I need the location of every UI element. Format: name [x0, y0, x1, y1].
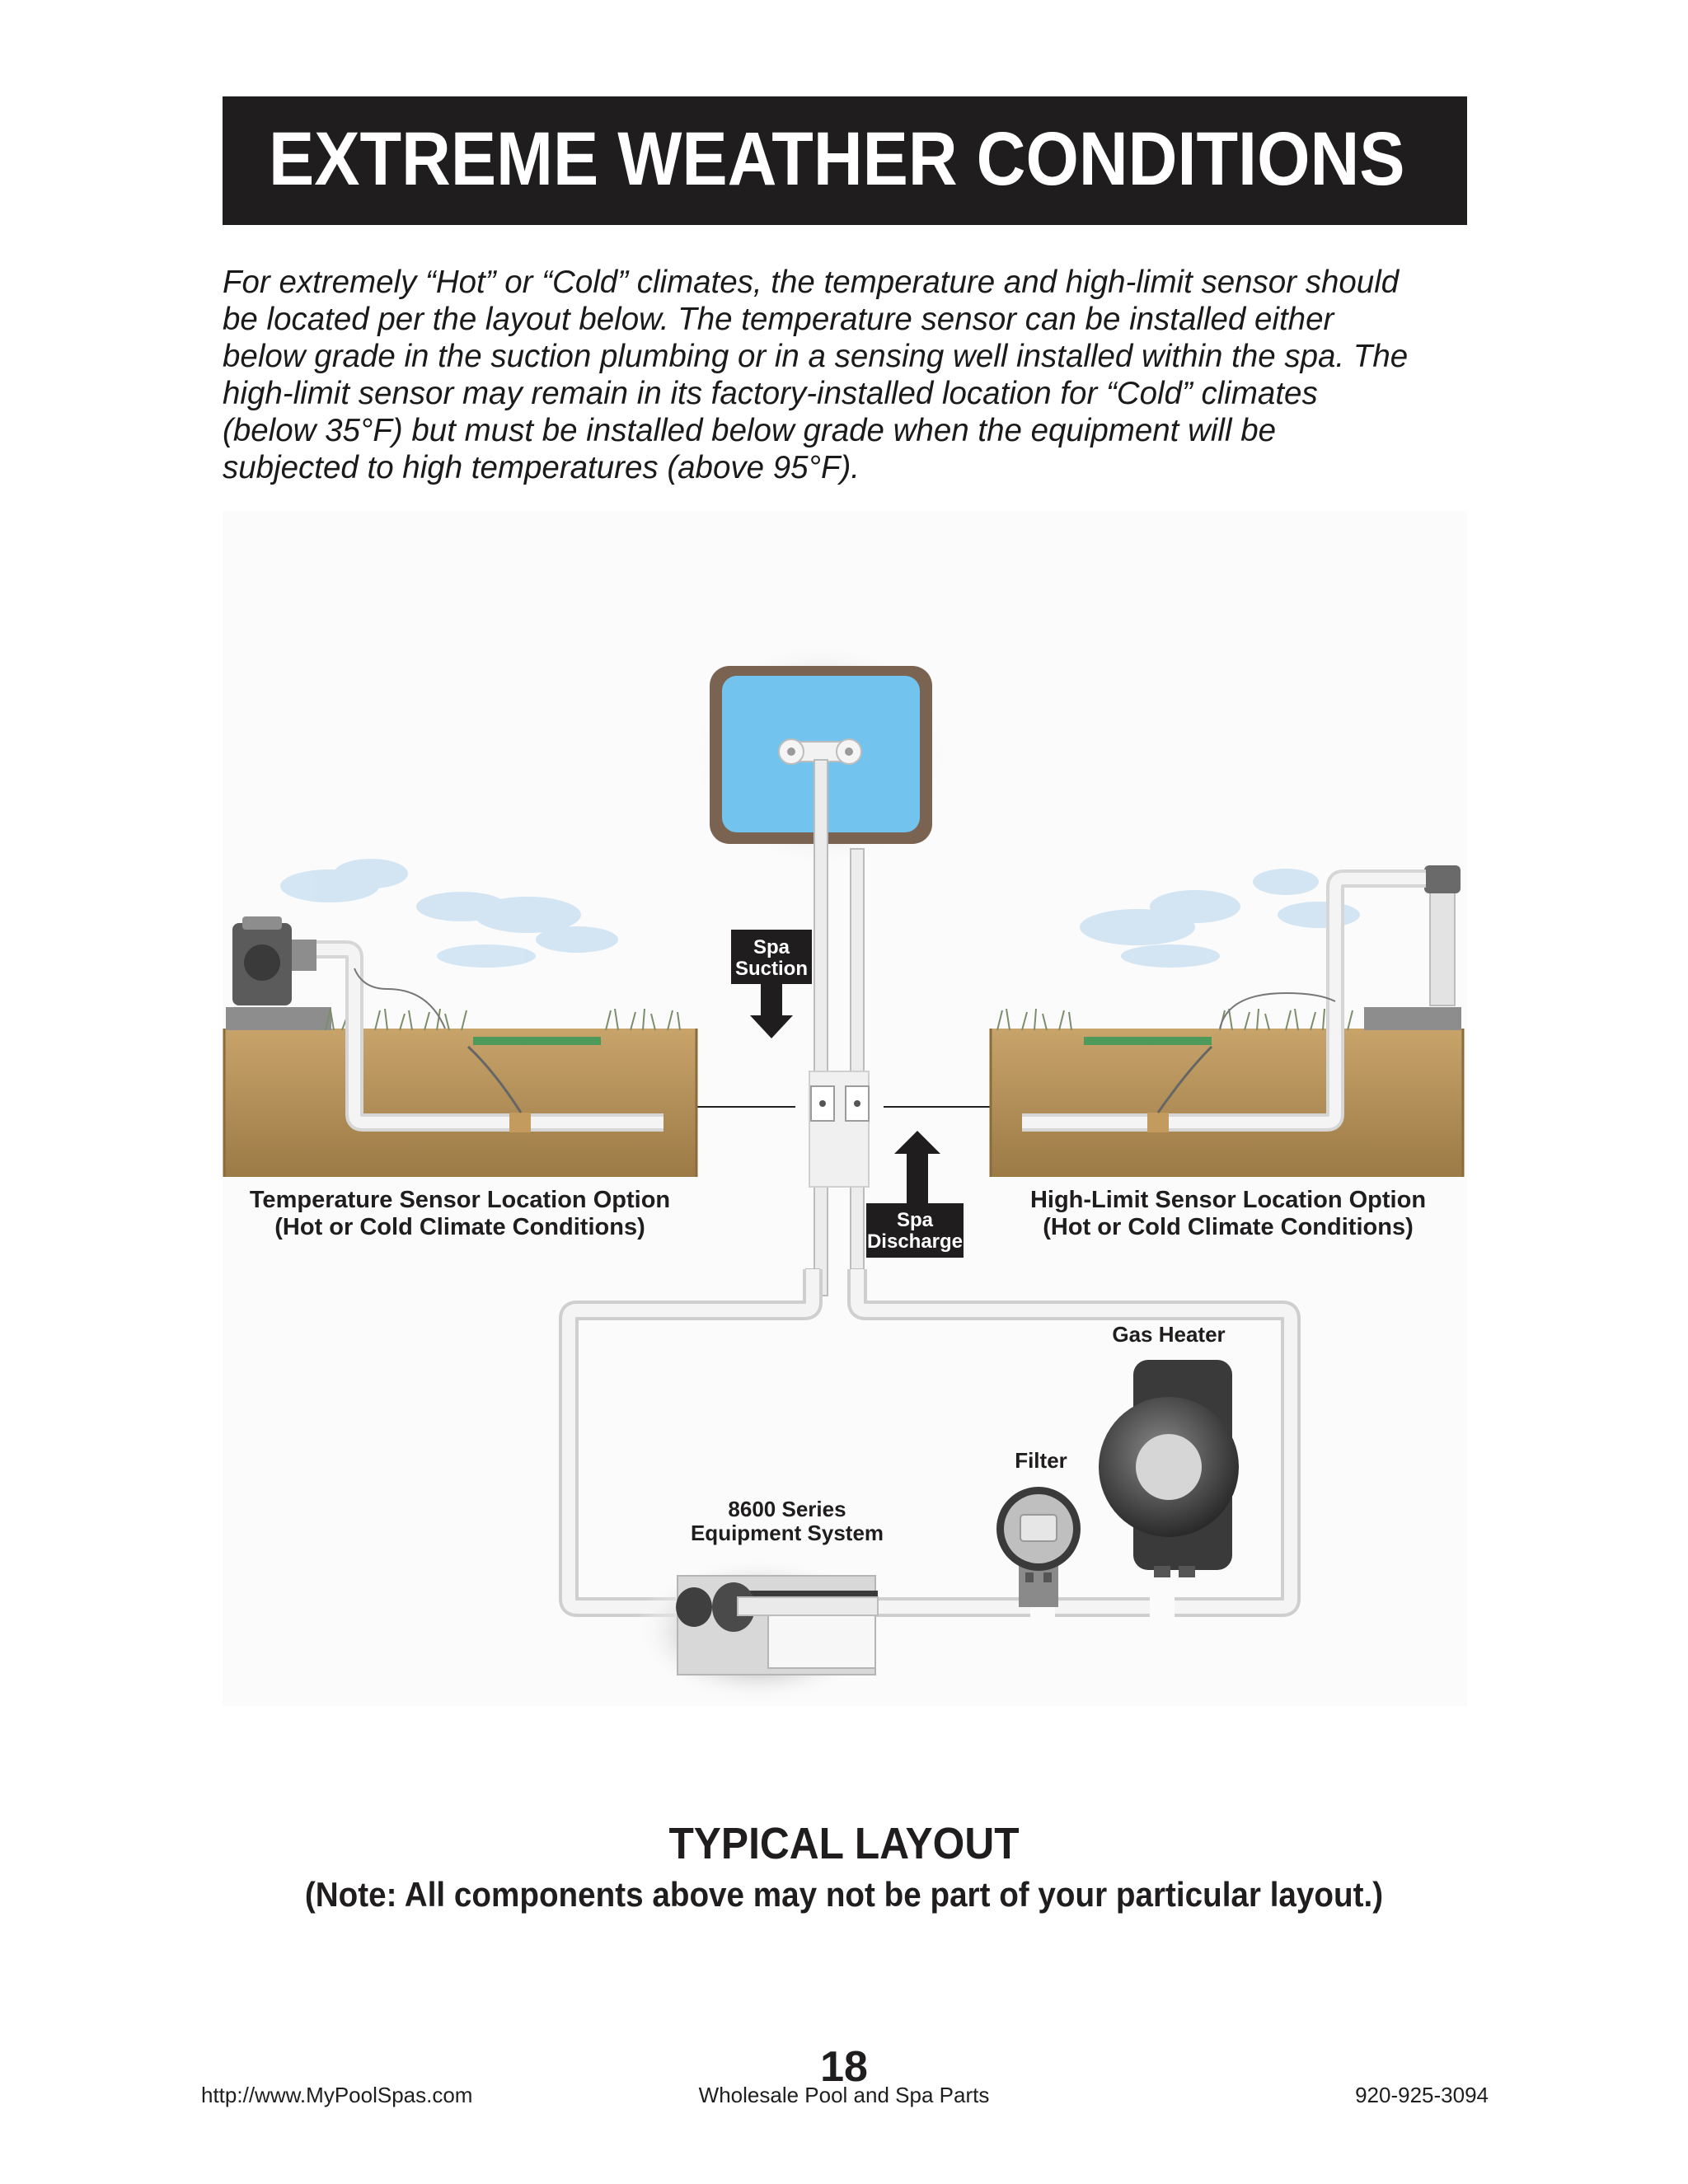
spa-suction-label-line2: Suction [735, 958, 808, 980]
equipment-system-label-line1: 8600 Series [728, 1497, 846, 1521]
footer-phone: 920-925-3094 [1355, 2083, 1489, 2107]
intro-line: subjected to high temperatures (above 95°F). [223, 450, 860, 485]
intro-line: be located per the layout below. The temperature sensor can be installed either [223, 302, 1334, 337]
sensor-fittings [809, 1071, 869, 1187]
gas-heater-label: Gas Heater [1112, 1322, 1226, 1347]
intro-line: below grade in the suction plumbing or in a sensing well installed within the spa. The [223, 339, 1409, 374]
filter-label: Filter [1015, 1448, 1067, 1473]
page-title: EXTREME WEATHER CONDITIONS [269, 117, 1405, 201]
intro-line: high-limit sensor may remain in its factory-installed location for “Cold” climates [223, 376, 1318, 411]
typical-layout-heading: TYPICAL LAYOUT [668, 1819, 1020, 1868]
equipment-system-label-line2: Equipment System [690, 1521, 884, 1545]
footer-website: http://www.MyPoolSpas.com [201, 2083, 473, 2107]
temp-sensor-caption-line1: Temperature Sensor Location Option [249, 1187, 671, 1213]
equipment-system-unit [635, 1556, 882, 1704]
layout-note: (Note: All components above may not be part of your particular layout.) [304, 1875, 1384, 1914]
spa-suction-label-line1: Spa [753, 936, 790, 958]
temp-sensor-caption-line2: (Hot or Cold Climate Conditions) [274, 1214, 645, 1240]
page-number: 18 [820, 2043, 868, 2091]
footer-center-text: Wholesale Pool and Spa Parts [698, 2083, 990, 2107]
high-limit-caption-line1: High-Limit Sensor Location Option [1029, 1187, 1427, 1213]
intro-line: (below 35°F) but must be installed below grade when the equipment will be [223, 413, 1277, 448]
spa-discharge-label-line2: Discharge [866, 1230, 964, 1253]
intro-line: For extremely “Hot” or “Cold” climates, the temperature and high-limit sensor should [223, 265, 1400, 300]
spa-discharge-label-line1: Spa [896, 1209, 934, 1231]
high-limit-caption-line2: (Hot or Cold Climate Conditions) [1043, 1214, 1414, 1240]
heater-stand-icon [1424, 865, 1461, 1005]
